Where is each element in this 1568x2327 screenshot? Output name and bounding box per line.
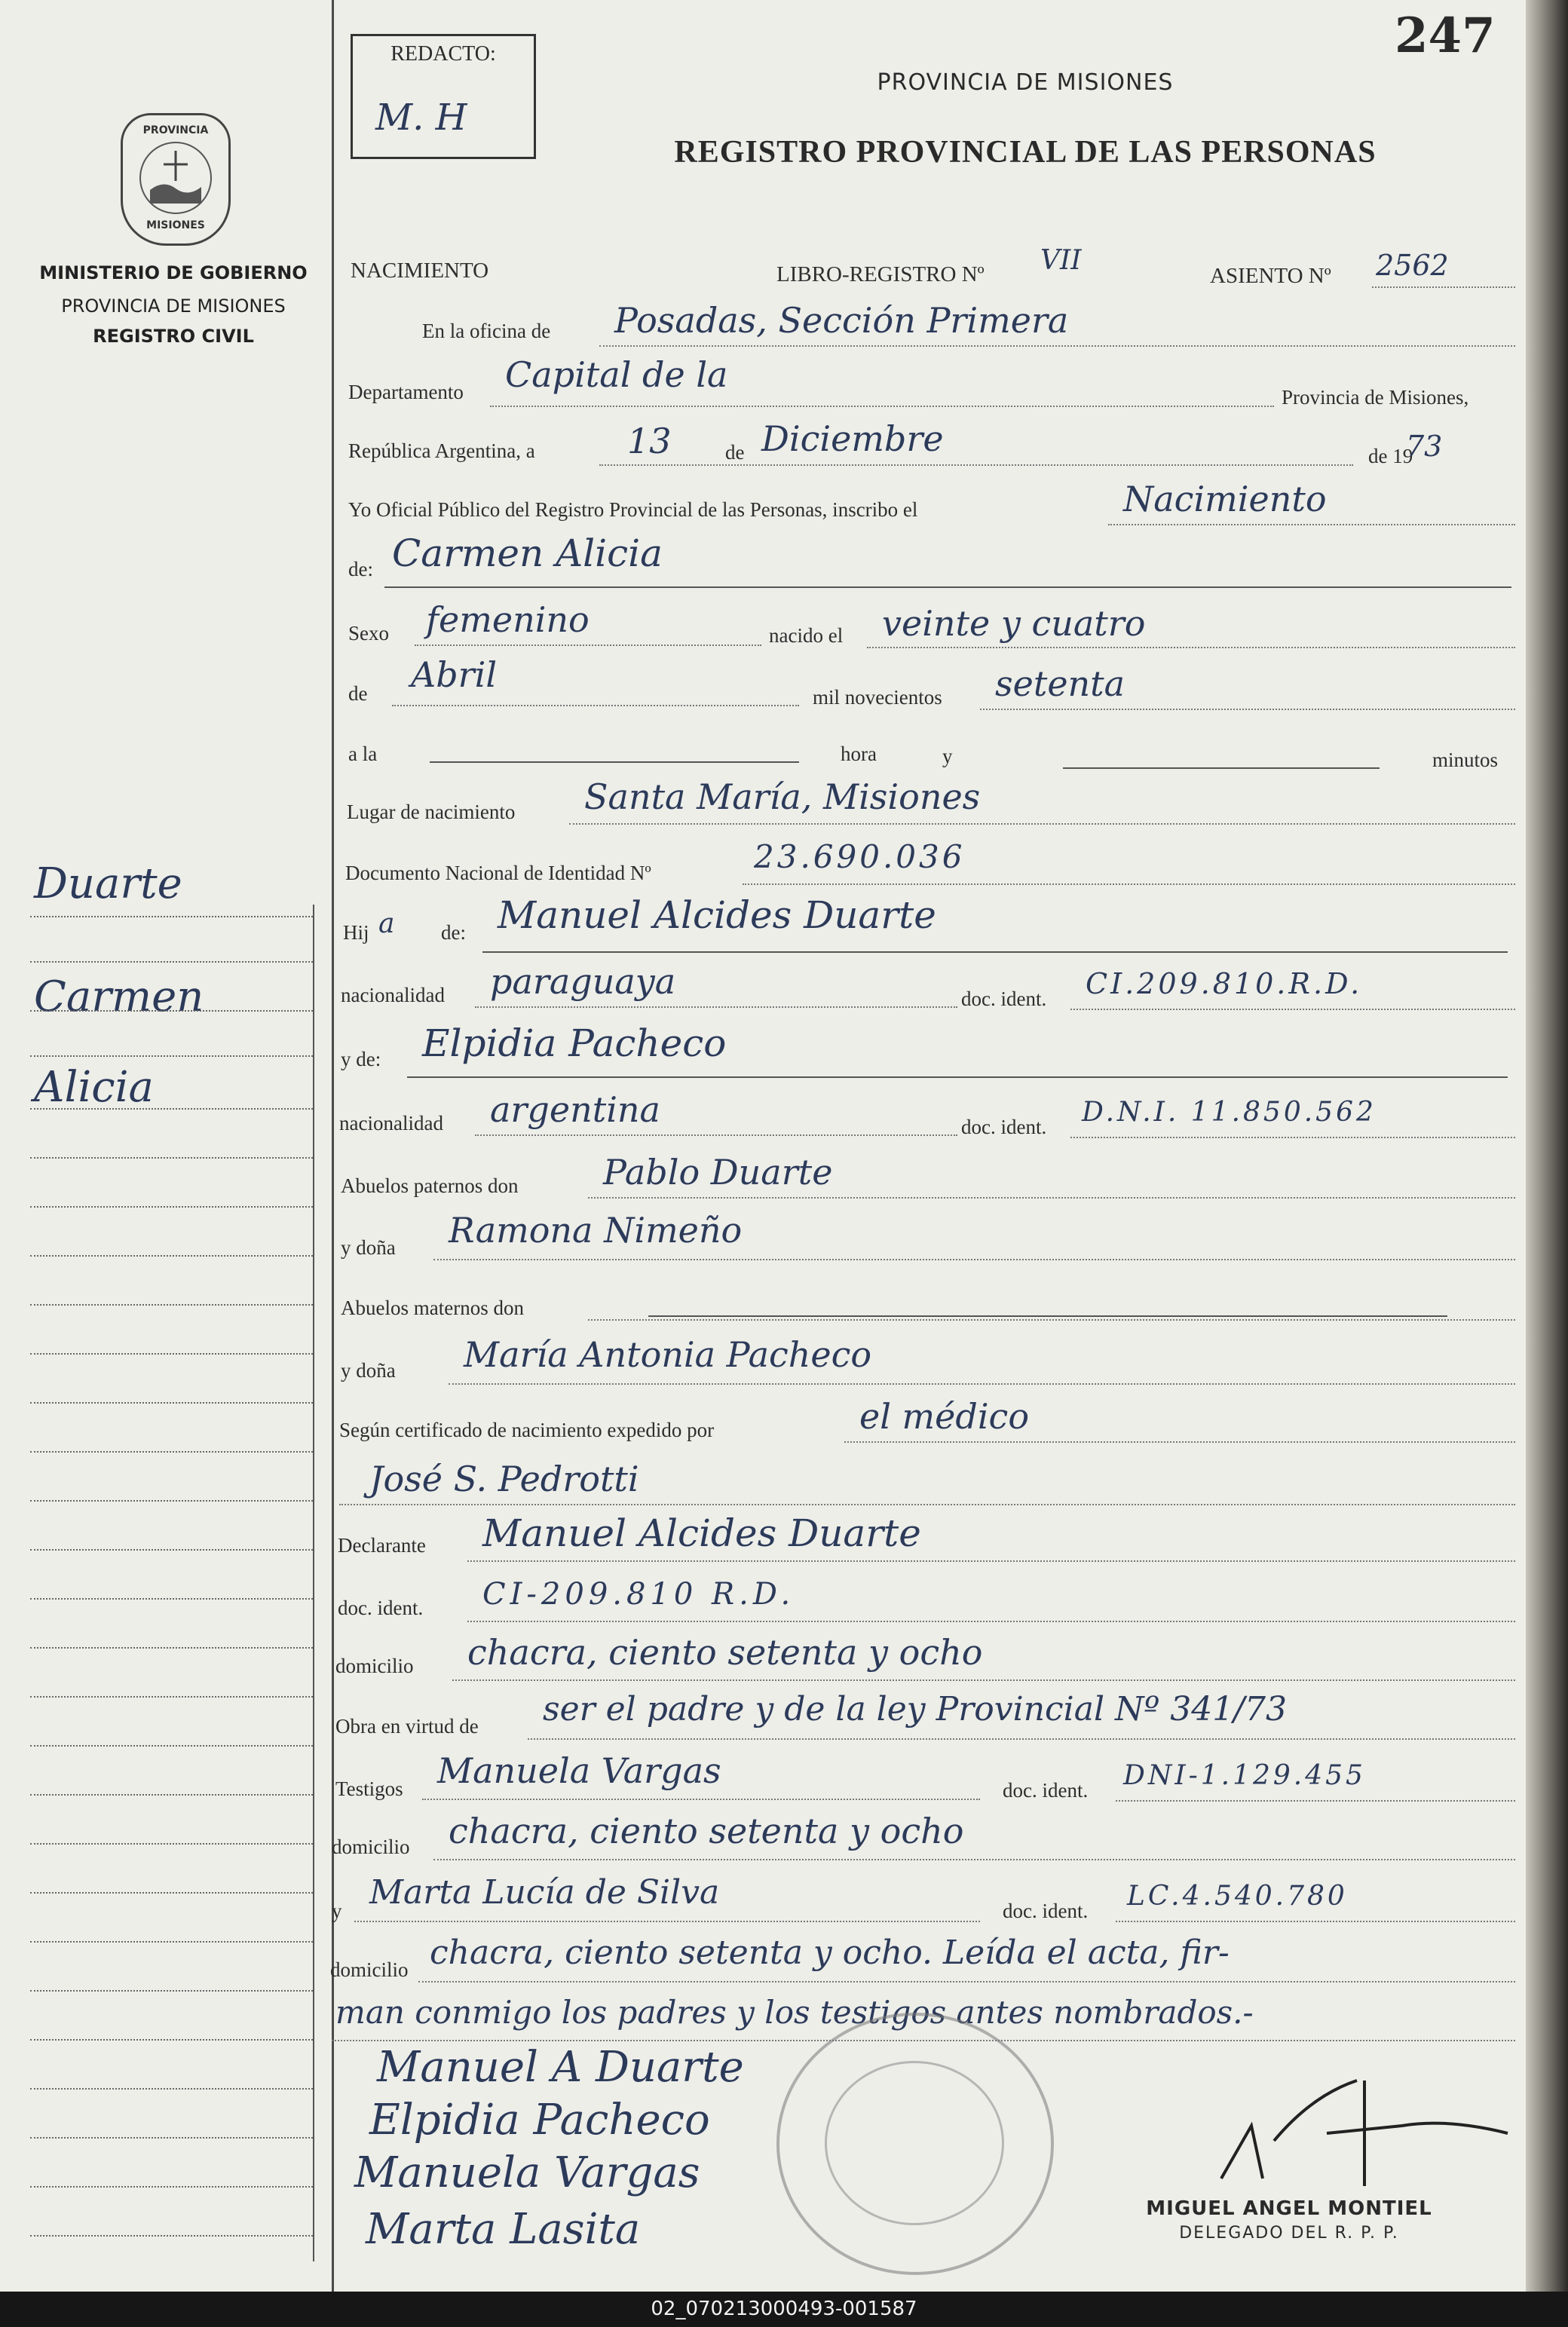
departamento-value: Capital de la [505,354,728,395]
margin-rule [30,1843,313,1845]
domicilio-t2-rule [418,1981,1515,1983]
abuela-mat-rule [449,1383,1515,1385]
y-testigo-label: y [332,1900,342,1922]
domicilio-t1-label: domicilio [332,1836,410,1858]
abuelo-mat-strike [648,1315,1447,1317]
lugar-rule [569,823,1515,825]
margin-rule [30,1892,313,1894]
oficina-value: Posadas, Sección Primera [614,300,1069,341]
sexo-label: Sexo [348,622,389,645]
margin-rule [30,2235,313,2237]
hora-label: hora [841,742,877,765]
signature-father: Manuel A Duarte [377,2043,744,2092]
anio-label: de 19 [1368,445,1413,467]
departamento-label: Departamento [348,381,464,403]
doc-t1-value: DNI-1.129.455 [1123,1760,1366,1791]
province-coat-of-arms-icon [121,113,231,246]
testigo1-rule [422,1799,980,1800]
oficina-label: En la oficina de [422,320,551,342]
domicilio-t2-label: domicilio [330,1958,409,1981]
margin-rule [30,1451,313,1453]
testigo1-value: Manuela Vargas [437,1750,721,1791]
abuelos-pat-label: Abuelos paternos don [341,1174,519,1197]
margin-first-name: Carmen [34,972,204,1021]
hija-suffix: a [378,908,395,939]
departamento-rule [490,406,1274,407]
registry-title: REGISTRO PROVINCIAL DE LAS PERSONAS [674,135,1377,170]
mes-nac-label: de [348,682,368,705]
left-margin-column [0,0,332,2292]
margin-rule [30,1598,313,1600]
redacto-box [351,34,536,159]
nacimiento-label: NACIMIENTO [351,259,489,283]
official-title: DELEGADO DEL R. P. P. [1179,2224,1399,2243]
margin-rule [30,1055,313,1057]
sexo-value: femenino [426,599,590,640]
province-heading: PROVINCIA DE MISIONES [877,69,1174,96]
nac-madre-rule [475,1134,957,1136]
doc-decl-rule [467,1621,1515,1622]
margin-rule [30,961,313,963]
domicilio-rule [452,1679,1515,1681]
margin-rule [30,1990,313,1992]
hora-rule [430,761,799,763]
signature-mother: Elpidia Pacheco [369,2096,710,2145]
republica-label: República Argentina, a [348,439,535,462]
hija-de-label: de: [441,921,466,944]
madre-label: y de: [341,1048,381,1070]
mes-value: Diciembre [761,418,944,459]
testigo2-value: Marta Lucía de Silva [369,1873,720,1912]
page-number: 247 [1395,8,1496,64]
obra-value: ser el padre y de la ley Provincial Nº 341/73 [543,1690,1288,1728]
anio-value: 73 [1406,430,1443,463]
margin-rule [30,1794,313,1796]
minutos-rule [1063,767,1380,769]
doc-t2-rule [1116,1921,1515,1922]
certificado-rule [844,1441,1515,1443]
oficial-rule [1108,524,1515,525]
margin-rule [30,1549,313,1551]
abuela-mat-label: y doña [341,1359,396,1382]
margin-rule [30,1696,313,1698]
lugar-label: Lugar de nacimiento [347,801,516,823]
margin-rule [30,1500,313,1502]
margin-second-name: Alicia [34,1063,154,1112]
doc-madre-rule [1070,1137,1515,1138]
doc-padre-rule [1070,1009,1515,1010]
declarante-value: Manuel Alcides Duarte [482,1511,921,1555]
oficina-rule [599,345,1515,347]
signature-witness2: Marta Lasita [366,2205,641,2254]
ministry-line1: MINISTERIO DE GOBIERNO [39,262,308,283]
margin-rule [30,1647,313,1649]
de-label: de [725,441,745,464]
asiento-rule [1372,286,1515,288]
margin-rule [30,1353,313,1355]
doc-padre-label: doc. ident. [961,987,1047,1010]
mes-nac-rule [392,705,799,706]
fecha-rule [599,464,1353,466]
ministry-line3: REGISTRO CIVIL [93,326,254,347]
domicilio-t1-value: chacra, ciento setenta y ocho [449,1811,964,1851]
minutos-label: minutos [1432,749,1499,771]
doc-t1-rule [1116,1800,1515,1802]
abuela-pat-rule [433,1259,1515,1260]
abuela-pat-value: Ramona Nimeño [449,1210,743,1251]
doc-decl-value: CI-209.810 R.D. [482,1577,795,1612]
official-seal-stamp [776,2013,1054,2275]
abuela-mat-value: María Antonia Pacheco [464,1334,872,1375]
margin-rule [30,2137,313,2139]
doc-decl-label: doc. ident. [338,1597,424,1619]
declarante-rule [467,1560,1515,1562]
ala-label: a la [348,742,378,765]
dni-rule [743,883,1515,885]
doc-padre-value: CI.209.810.R.D. [1086,967,1363,1000]
mil-label: mil novecientos [813,686,942,709]
obra-rule [528,1738,1515,1740]
dni-label: Documento Nacional de Identidad Nº [345,862,651,884]
anio-nac-rule [980,709,1515,710]
margin-rule [30,1108,313,1110]
ministry-line2: PROVINCIA DE MISIONES [61,295,286,317]
redacto-initials: M. H [375,96,467,139]
official-seal-inner [825,2061,1004,2225]
margin-rule [30,1206,313,1208]
y-label: y [942,745,953,767]
nombre-label: de: [348,558,373,580]
dia-value: 13 [627,421,672,461]
libro-label: LIBRO-REGISTRO Nº [776,262,985,286]
obra-label: Obra en virtud de [335,1715,479,1738]
margin-rule [30,2088,313,2090]
nombre-value: Carmen Alicia [392,531,663,575]
official-name: MIGUEL ANGEL MONTIEL [1146,2197,1432,2220]
margin-rule [30,1010,313,1012]
asiento-label: ASIENTO Nº [1210,264,1331,288]
padre-value: Manuel Alcides Duarte [498,893,936,937]
domicilio-value: chacra, ciento setenta y ocho [467,1632,983,1673]
margin-divider [313,905,314,2261]
madre-rule [407,1076,1508,1078]
book-binding-edge [1526,0,1568,2292]
madre-value: Elpidia Pacheco [422,1021,727,1065]
margin-rule [30,1255,313,1257]
margin-rule [30,916,313,917]
nac-padre-value: paraguaya [490,961,676,1002]
certificado-value: el médico [859,1396,1030,1437]
margin-rule [30,2186,313,2188]
margin-rule [30,1745,313,1747]
nacido-label: nacido el [769,624,844,647]
margin-rule [30,1304,313,1306]
declarante-label: Declarante [338,1534,426,1557]
medico-rule [339,1504,1515,1505]
image-id-footer: 02_070213000493-001587 [0,2292,1568,2327]
nacido-rule [867,647,1515,648]
hija-label: Hij [343,921,369,944]
nac-padre-label: nacionalidad [341,984,445,1006]
oficial-label: Yo Oficial Público del Registro Provincial de las Personas, inscribo el [348,498,918,521]
provincia-label: Provincia de Misiones, [1282,386,1469,409]
abuelo-pat-rule [588,1197,1515,1199]
margin-rule [30,1402,313,1404]
column-divider [332,0,334,2292]
abuelos-mat-label: Abuelos maternos don [341,1297,524,1319]
margin-surname: Duarte [34,859,182,908]
nac-padre-rule [475,1006,957,1008]
emblem-drawing-icon [141,143,210,213]
oficial-value: Nacimiento [1123,479,1327,519]
dni-value: 23.690.036 [754,838,966,875]
doc-madre-value: D.N.I. 11.850.562 [1082,1097,1377,1128]
doc-t1-label: doc. ident. [1003,1779,1089,1802]
certificado-label: Según certificado de nacimiento expedido por [339,1419,715,1441]
abuela-pat-label: y doña [341,1236,396,1259]
nac-madre-label: nacionalidad [339,1112,443,1134]
sexo-rule [415,645,761,646]
lugar-value: Santa María, Misiones [584,776,981,817]
abuelo-mat-rule [588,1319,1515,1321]
domicilio-t2-value: chacra, ciento setenta y ocho. Leída el acta, fir- [430,1934,1230,1972]
margin-rule [30,2039,313,2041]
official-signature-icon [1206,2050,1523,2201]
nombre-rule [384,586,1511,588]
emblem-bottom-text: MISIONES [146,219,205,231]
cierre-value: man conmigo los padres y los testigos antes nombrados.- [335,1994,1254,2031]
redacto-label: REDACTO: [390,42,496,66]
doc-t2-label: doc. ident. [1003,1900,1089,1922]
padre-rule [482,951,1508,953]
testigo2-rule [354,1921,980,1922]
nacido-value: veinte y cuatro [882,603,1146,644]
doc-t2-value: LC.4.540.780 [1127,1881,1348,1912]
mes-nac-value: Abril [411,654,498,695]
domicilio-label: domicilio [335,1655,414,1677]
signature-witness1: Manuela Vargas [354,2148,700,2197]
emblem-seal-icon [139,142,212,214]
nac-madre-value: argentina [490,1089,660,1130]
testigos-label: Testigos [335,1777,403,1800]
doc-madre-label: doc. ident. [961,1116,1047,1138]
domicilio-t1-rule [433,1859,1515,1860]
medico-value: José S. Pedrotti [369,1459,639,1499]
abuelo-pat-value: Pablo Duarte [603,1152,833,1193]
libro-value: VII [1040,245,1082,276]
emblem-top-text: PROVINCIA [142,124,209,136]
margin-rule [30,1941,313,1943]
anio-nac-value: setenta [995,663,1125,704]
margin-rule [30,1157,313,1159]
asiento-value: 2562 [1376,249,1449,282]
